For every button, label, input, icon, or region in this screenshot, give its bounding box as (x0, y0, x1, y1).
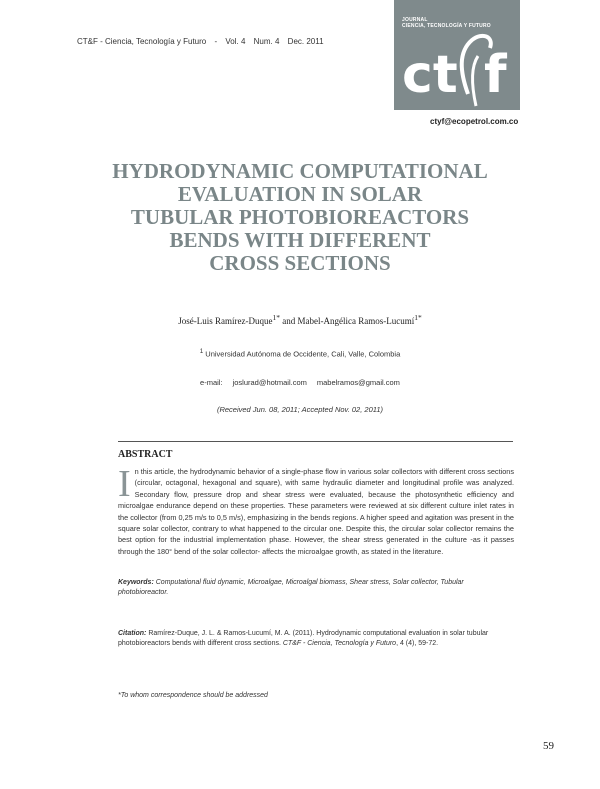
citation (118, 629, 514, 649)
article-title (60, 160, 540, 275)
title-line: HYDRODYNAMIC COMPUTATIONAL (112, 159, 488, 183)
abstract-heading: ABSTRACT (118, 449, 173, 460)
title-line: CROSS SECTIONS (209, 251, 391, 275)
email-2[interactable]: mabelramos@gmail.com (316, 378, 400, 387)
journal-date: Dec. 2011 (287, 37, 324, 46)
author-1: José-Luis Ramírez-Duque (178, 316, 273, 326)
abstract-dropcap: I (118, 463, 131, 505)
authors (60, 313, 540, 326)
abstract-body (118, 463, 514, 557)
header-separator: - (214, 37, 218, 46)
page-number: 59 (543, 740, 554, 752)
received-dates: (Received Jun. 08, 2011; Accepted Nov. 02, 2011) (216, 405, 384, 414)
author-1-sup: 1* (272, 313, 280, 322)
citation-journal: CT&F - Ciencia, Tecnología y Futuro (282, 640, 397, 647)
author-emails (60, 378, 540, 387)
abstract-text: n this article, the hydrodynamic behavior of a single-phase flow in various solar collectors with different cross sections (circular, octagonal, hexagonal and square), with same hydraulic diameter and longitudinal profile was analyzed. Secondary flow, pressure drop and shear stress were evaluated, because the photosynthetic efficiency and microalgae endurance depend on these properties. These parameters were reviewed at six different culture inlet rates in the collector (from 0,25 m/s to 0,5 m/s), emphasizing in the bends regions. A higher speed and agitation was present in the square solar collector, contrary to what happened to the circular one. Despite this, the circular solar collector remains the best option for the industrial implementation phase. However, the shear stress generated in the culture -as it passes through the 180° bend of the solar collector- affects the microalgae growth, as stated in the literature. (118, 467, 514, 556)
citation-label: Citation: (118, 630, 147, 637)
journal-name: CT&F - Ciencia, Tecnología y Futuro (77, 37, 207, 46)
journal-email: ctyf@ecopetrol.com.co (430, 117, 519, 126)
title-line: BENDS WITH DIFFERENT (169, 228, 431, 252)
affiliation-text: Universidad Autónoma de Occidente, Cali, Valle, Colombia (205, 349, 401, 359)
keywords-text: Computational fluid dynamic, Microalgae, Microalgal biomass, Shear stress, Solar collector, Tubular photobioreactor. (118, 579, 464, 596)
svg-text:ct: ct (402, 45, 458, 105)
journal-header (77, 37, 330, 46)
affiliation-sup: 1 (199, 348, 204, 355)
title-line: TUBULAR PHOTOBIOREACTORS (130, 205, 470, 229)
email-1[interactable]: joslurad@hotmail.com (232, 378, 307, 387)
authors-and: and (282, 316, 296, 326)
keywords-label: Keywords: (118, 579, 154, 586)
title-line: EVALUATION IN SOLAR (177, 182, 423, 206)
keywords (118, 578, 514, 598)
ctyf-logo-icon (398, 22, 518, 110)
journal-volume: Vol. 4 (225, 37, 246, 46)
email-label: e-mail: (200, 378, 223, 387)
logo-line-1: JOURNAL (402, 17, 428, 23)
journal-number: Num. 4 (253, 37, 280, 46)
author-2-sup: 1* (414, 313, 422, 322)
section-divider (118, 441, 513, 442)
citation-tail: , 4 (4), 59-72. (396, 640, 439, 647)
affiliation (60, 348, 540, 359)
logo-line-2: CIENCIA, TECNOLOGÍA Y FUTURO (402, 23, 491, 29)
author-2: Mabel-Angélica Ramos-Lucumí (297, 316, 415, 326)
correspondence-footnote: *To whom correspondence should be addressed (118, 692, 268, 699)
svg-text:f: f (484, 45, 507, 105)
citation-text: Ramírez-Duque, J. L. & Ramos-Lucumí, M. A. (2011). Hydrodynamic computational evaluation in solar tubular photobioreactors bends with different cross sections. (118, 630, 489, 647)
